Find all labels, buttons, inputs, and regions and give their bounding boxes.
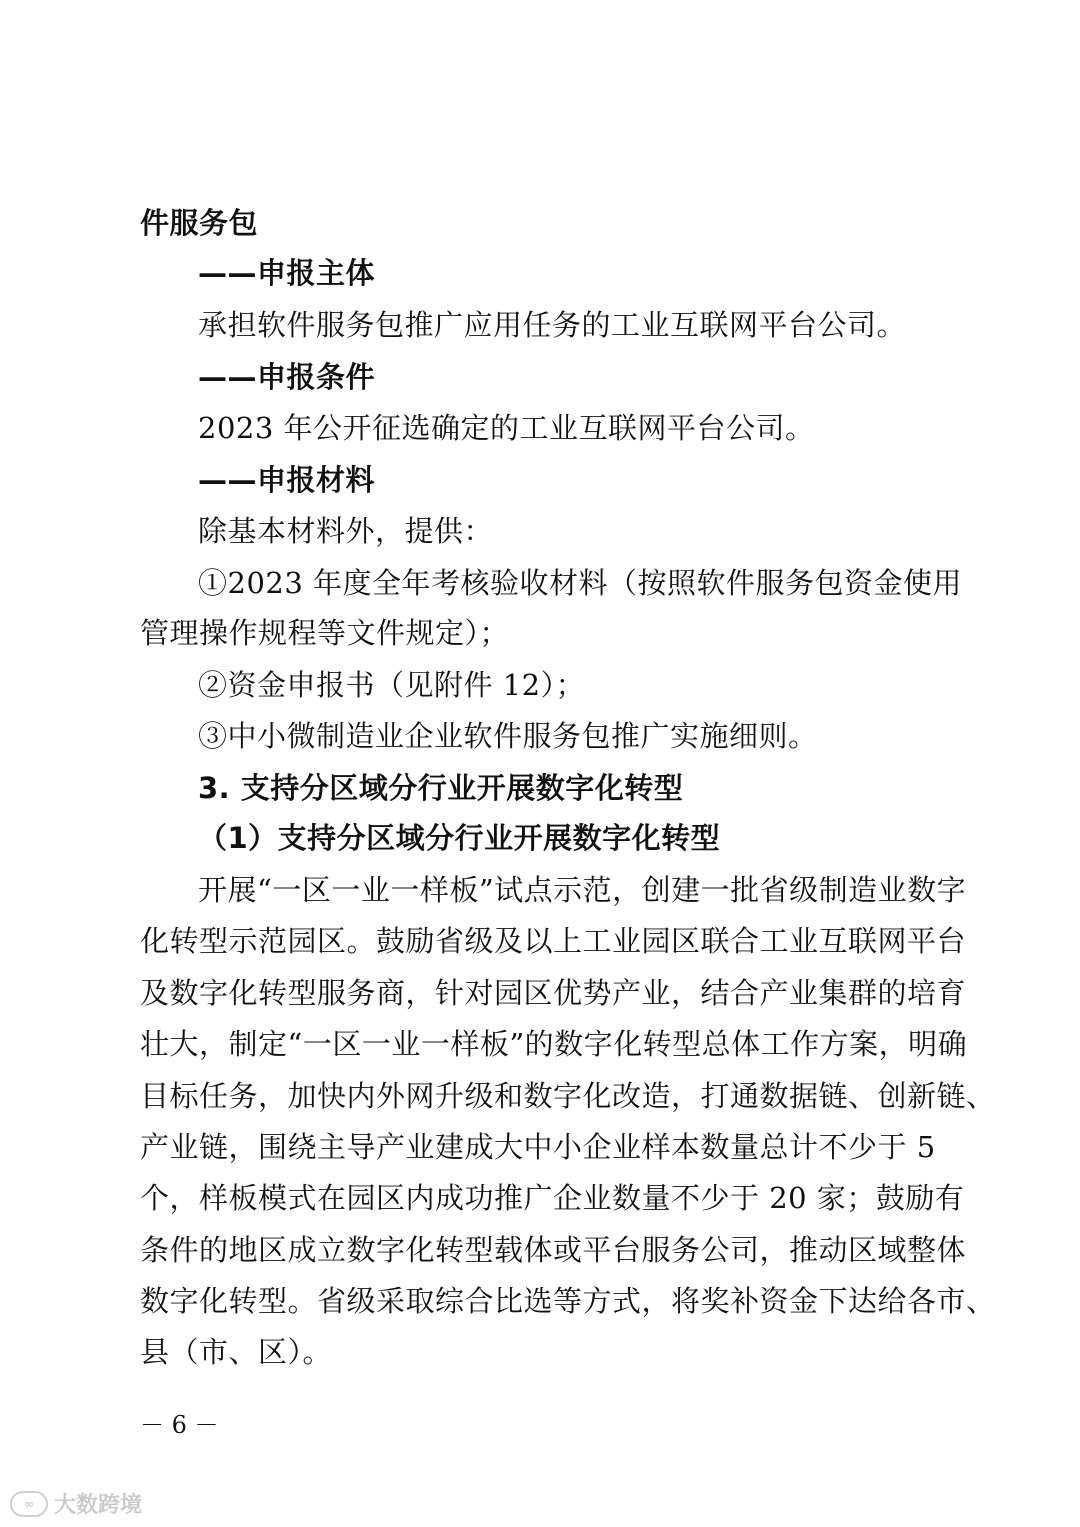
heading-line: 件服务包 bbox=[140, 206, 259, 240]
heading-line: ——申报条件 bbox=[198, 360, 376, 394]
watermark bbox=[10, 1488, 142, 1519]
text-line: 及数字化转型服务商，针对园区优势产业，结合产业集群的培育 bbox=[140, 976, 967, 1010]
text-line: ②资金申报书（见附件 12）； bbox=[198, 668, 586, 702]
page-number: － 6 － bbox=[140, 1411, 219, 1439]
watermark-text: 大数跨境 bbox=[54, 1493, 143, 1518]
heading-line: ——申报材料 bbox=[198, 463, 376, 497]
watermark-logo-icon: ∞ bbox=[10, 1491, 48, 1517]
text-line: 壮大，制定“一区一业一样板”的数字化转型总体工作方案，明确 bbox=[140, 1027, 968, 1061]
text-line: 化转型示范园区。鼓励省级及以上工业园区联合工业互联网平台 bbox=[140, 924, 967, 958]
text-line: 县（市、区）。 bbox=[140, 1335, 333, 1369]
text-line: ①2023 年度全年考核验收材料（按照软件服务包资金使用 bbox=[198, 566, 963, 600]
text-line: 2023 年公开征选确定的工业互联网平台公司。 bbox=[198, 411, 815, 445]
text-line: 产业链，围绕主导产业建成大中小企业样本数量总计不少于 5 bbox=[140, 1130, 936, 1164]
text-line: 目标任务，加快内外网升级和数字化改造，打通数据链、创新链、 bbox=[140, 1079, 996, 1113]
text-line: 数字化转型。省级采取综合比选等方式，将奖补资金下达给各市、 bbox=[140, 1284, 996, 1318]
text-line: 开展“一区一业一样板”试点示范，创建一批省级制造业数字 bbox=[198, 873, 967, 907]
heading-line: 3. 支持分区域分行业开展数字化转型 bbox=[198, 771, 684, 805]
text-line: 个，样板模式在园区内成功推广企业数量不少于 20 家；鼓励有 bbox=[140, 1181, 965, 1215]
text-line: 条件的地区成立数字化转型载体或平台服务公司，推动区域整体 bbox=[140, 1233, 967, 1267]
text-line: 承担软件服务包推广应用任务的工业互联网平台公司。 bbox=[198, 308, 907, 342]
heading-line: （1）支持分区域分行业开展数字化转型 bbox=[198, 821, 721, 855]
text-line: ③中小微制造业企业软件服务包推广实施细则。 bbox=[198, 719, 818, 753]
text-line: 除基本材料外，提供： bbox=[198, 514, 494, 548]
text-line: 管理操作规程等文件规定）； bbox=[140, 616, 510, 650]
heading-line: ——申报主体 bbox=[198, 256, 376, 290]
